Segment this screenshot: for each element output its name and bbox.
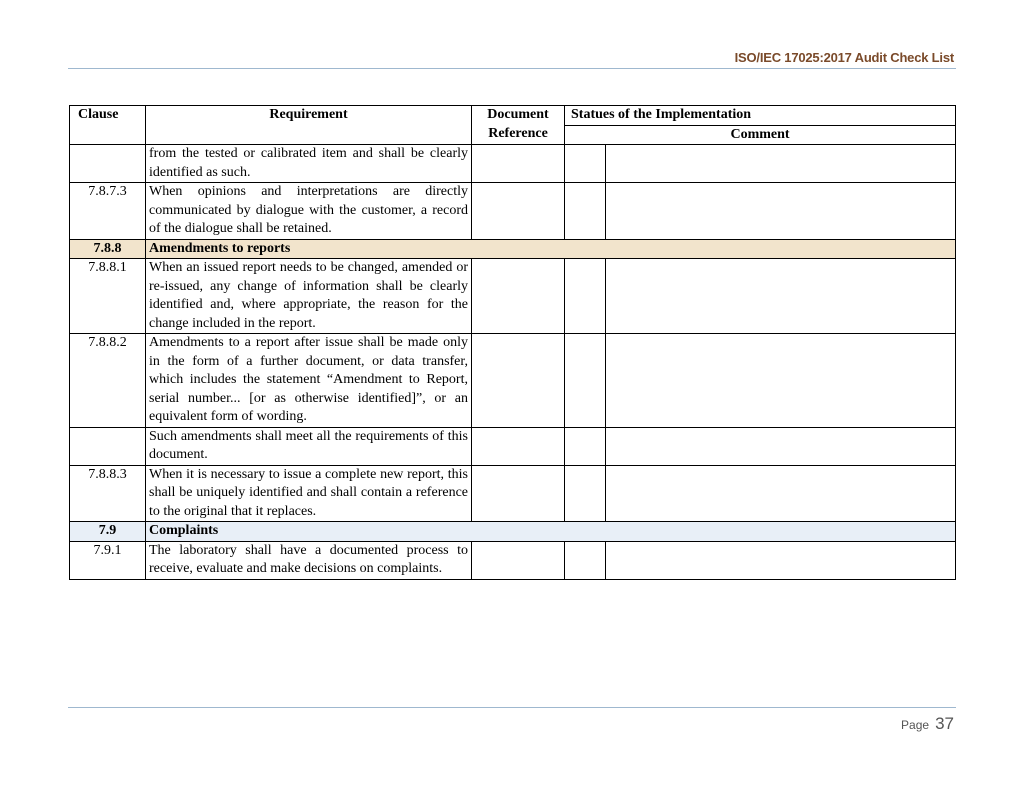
column-header-comment: Comment bbox=[565, 125, 956, 145]
document-reference-cell[interactable] bbox=[472, 145, 565, 183]
requirement-cell: When opinions and interpretations are directly communicated by dialogue with the customer, a record of the dialogue shall be retained. bbox=[146, 183, 472, 240]
requirement-cell: When an issued report needs to be changed, amended or re-issued, any change of information shall be clearly identified and, where appropriate, the reason for the change included in the report. bbox=[146, 259, 472, 334]
document-title: ISO/IEC 17025:2017 Audit Check List bbox=[734, 50, 954, 65]
section-title: Amendments to reports bbox=[146, 239, 956, 259]
table-row bbox=[70, 145, 956, 183]
section-clause: 7.9 bbox=[70, 522, 146, 542]
clause-cell: 7.8.8.1 bbox=[70, 259, 146, 334]
table-header-row bbox=[70, 106, 956, 126]
requirement-cell: Amendments to a report after issue shall be made only in the form of a further document, or data transfer, which includes the statement “Amendment to Report, serial number... [or as otherwise identified]”, or an equivalent form of wording. bbox=[146, 334, 472, 428]
column-header-document: Document bbox=[487, 107, 549, 122]
footer-divider bbox=[68, 707, 956, 708]
table-row bbox=[70, 334, 956, 428]
requirement-cell: from the tested or calibrated item and shall be clearly identified as such. bbox=[146, 145, 472, 183]
comment-cell[interactable] bbox=[606, 465, 956, 522]
comment-cell[interactable] bbox=[606, 183, 956, 240]
clause-cell: 7.8.7.3 bbox=[70, 183, 146, 240]
section-row bbox=[70, 239, 956, 259]
page-number-value: 37 bbox=[935, 714, 954, 733]
document-reference-cell[interactable] bbox=[472, 334, 565, 428]
comment-cell[interactable] bbox=[606, 145, 956, 183]
column-header-document-reference bbox=[472, 106, 565, 145]
header-divider bbox=[68, 68, 956, 69]
requirement-cell: The laboratory shall have a documented process to receive, evaluate and make decisions on complaints. bbox=[146, 541, 472, 579]
column-header-status: Statues of the Implementation bbox=[565, 106, 956, 126]
section-title: Complaints bbox=[146, 522, 956, 542]
clause-cell: 7.9.1 bbox=[70, 541, 146, 579]
table-row bbox=[70, 465, 956, 522]
status-cell[interactable] bbox=[565, 541, 606, 579]
comment-cell[interactable] bbox=[606, 427, 956, 465]
page-number bbox=[901, 714, 954, 734]
table-row bbox=[70, 183, 956, 240]
clause-cell bbox=[70, 145, 146, 183]
status-cell[interactable] bbox=[565, 259, 606, 334]
table-row bbox=[70, 259, 956, 334]
table-row bbox=[70, 541, 956, 579]
requirement-cell: When it is necessary to issue a complete new report, this shall be uniquely identified and shall contain a reference to the original that it replaces. bbox=[146, 465, 472, 522]
clause-cell: 7.8.8.2 bbox=[70, 334, 146, 428]
status-cell[interactable] bbox=[565, 145, 606, 183]
document-reference-cell[interactable] bbox=[472, 427, 565, 465]
status-cell[interactable] bbox=[565, 427, 606, 465]
section-row bbox=[70, 522, 956, 542]
comment-cell[interactable] bbox=[606, 259, 956, 334]
document-reference-cell[interactable] bbox=[472, 541, 565, 579]
document-reference-cell[interactable] bbox=[472, 465, 565, 522]
document-reference-cell[interactable] bbox=[472, 259, 565, 334]
comment-cell[interactable] bbox=[606, 334, 956, 428]
requirement-cell: Such amendments shall meet all the requirements of this document. bbox=[146, 427, 472, 465]
column-header-reference: Reference bbox=[488, 125, 548, 141]
status-cell[interactable] bbox=[565, 334, 606, 428]
comment-cell[interactable] bbox=[606, 541, 956, 579]
document-reference-cell[interactable] bbox=[472, 183, 565, 240]
section-clause: 7.8.8 bbox=[70, 239, 146, 259]
table-row bbox=[70, 427, 956, 465]
clause-cell: 7.8.8.3 bbox=[70, 465, 146, 522]
column-header-requirement: Requirement bbox=[146, 106, 472, 145]
status-cell[interactable] bbox=[565, 183, 606, 240]
clause-cell bbox=[70, 427, 146, 465]
status-cell[interactable] bbox=[565, 465, 606, 522]
column-header-clause: Clause bbox=[70, 106, 146, 145]
page-label: Page bbox=[901, 718, 930, 732]
audit-checklist-table bbox=[69, 105, 956, 580]
